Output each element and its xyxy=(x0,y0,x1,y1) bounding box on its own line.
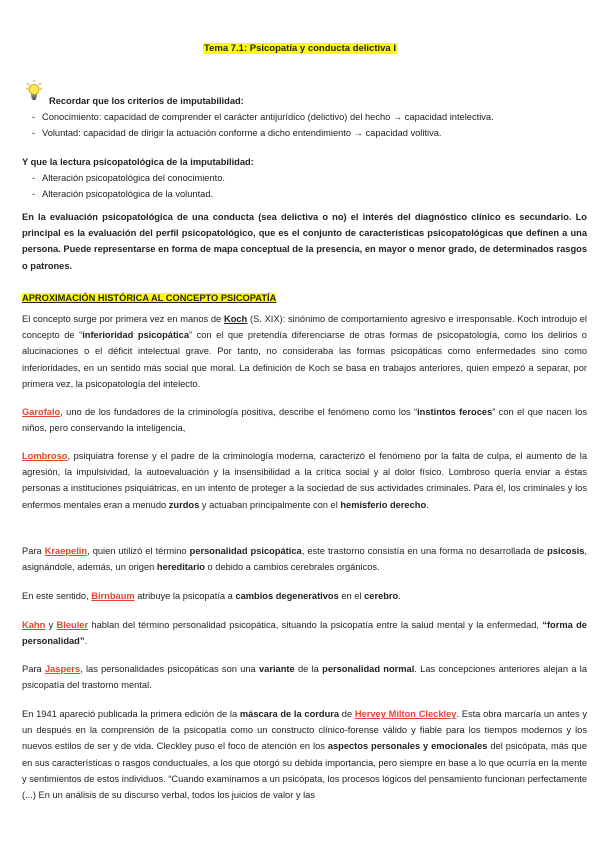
paragraph-kahn-bleuler: Kahn y Bleuler hablan del término personalidad psicopática, situando la psicopatía entre la salud mental y la enfermedad, “forma de personalidad”. xyxy=(22,620,587,647)
paragraph-koch: El concepto surge por primera vez en manos de Koch (S. XIX): sinónimo de comportamiento agresivo e irresponsable. Koch introdujo el concepto de “inferioridad psicopática” con el que pretendía diferenciarse de otras formas de psicopatología, como los delirios o alucinaciones o el déficit intelectual grave. Por tanto, no consideraba las formas psicopáticas como enfermedades sino como inferioridades, en un sentido más social que moral. La definición de Koch se basa en trabajos anteriores, quien empezó a separar, por primera vez, la psicopatología del intelecto. xyxy=(22,314,587,389)
name-kahn: Kahn xyxy=(22,620,46,630)
name-koch: Koch xyxy=(223,314,248,324)
recordar-heading: Recordar que los criterios de imputabilidad: xyxy=(49,96,244,106)
lectura-section xyxy=(22,154,587,203)
name-bleuler: Bleuler xyxy=(56,620,89,630)
intro-paragraph: En la evaluación psicopatológica de una conducta (sea delictiva o no) el interés del diagnóstico clínico es secundario. Lo principal es la evaluación del perfil psicopatológico, que es el conjunto de características psicopatológicas que definen a una persona. Puede representarse en forma de mapa conceptual de la presencia, en mayor o menor grado, de determinados rasgos o patrones. xyxy=(22,212,587,271)
name-kraepelin: Kraepelin xyxy=(44,546,88,556)
name-lombroso: Lombroso xyxy=(22,451,68,461)
paragraph-cleckley: En 1941 apareció publicada la primera edición de la máscara de la cordura de Hervey Milton Cleckley. Esta obra marcaría un antes y un después en la comprensión de la psicopatía como un constructo clínico-forense válido y fiable para los tiempos modernos y los nuevos estilos de ser y de vida. Cleckley puso el foco de atención en los aspectos personales y emocionales del psicópata, más que en sus características o rasgos conductuales, a los que otorgó su debida importancia, pero siempre en base a lo que ocurría en la mente y sentimientos de estos individuos. “Cuando examinamos a un psicópata, los procesos lógicos del pensamiento funcionan perfectamente (...) En un análisis de su discurso verbal, todos los juicios de valor y las xyxy=(22,709,588,801)
list-item: - Conocimiento: capacidad de comprender el carácter antijurídico (delictivo) del hecho → capacidad intelectiva. xyxy=(32,112,494,123)
paragraph-birnbaum: En este sentido, Birnbaum atribuye la psicopatía a cambios degenerativos en el cerebro. xyxy=(22,591,401,601)
paragraph-jaspers: Para Jaspers, las personalidades psicopáticas son una variante de la personalidad normal. Las concepciones anteriores alejan a la psicopatía del trastorno mental. xyxy=(22,664,588,691)
list-item: - Alteración psicopatológica del conocimiento. xyxy=(32,173,225,184)
list-item: - Alteración psicopatológica de la voluntad. xyxy=(32,189,214,200)
page-title: Tema 7.1: Psicopatía y conducta delictiva I xyxy=(203,43,396,54)
paragraph-lombroso: Lombroso, psiquiatra forense y el padre de la criminología moderna, caracterizó el fenómeno por la falta de culpa, el aumento de la agresión, la impulsividad, la autoevaluación y la insensibilidad a la crítica social y al dolor físico. Lombroso quería enviar a éstas personas a instituciones psiquiátricas, en un intento de proteger a la sociedad de sus actividades criminales. Para él, los criminales y los enfermos mentales eran a menudo zurdos y actuaban principalmente con el hemisferio derecho. xyxy=(22,451,587,510)
paragraph-garofalo: Garofalo, uno de los fundadores de la criminología positiva, describe el fenómeno como los “instintos feroces” con el que nacen los niños, pero conservando la inteligencia, xyxy=(22,407,587,434)
name-garofalo: Garofalo xyxy=(22,407,61,417)
lectura-heading: Y que la lectura psicopatológica de la imputabilidad: xyxy=(22,157,254,167)
paragraph-kraepelin: Para Kraepelin, quien utilizó el término personalidad psicopática, este trastorno consistía en una forma no desarrollada de psicosis, asignándole, además, un origen hereditario o debido a cambios cerebrales orgánicos. xyxy=(22,546,587,573)
name-birnbaum: Birnbaum xyxy=(91,591,135,601)
recordar-section xyxy=(22,93,587,142)
section-heading: APROXIMACIÓN HISTÓRICA AL CONCEPTO PSICOPATÍA xyxy=(22,293,277,303)
name-cleckley: Hervey Milton Cleckley xyxy=(354,709,457,719)
name-jaspers: Jaspers xyxy=(44,664,81,674)
list-item: - Voluntad: capacidad de dirigir la actuación conforme a dicho entendimiento → capacidad volitiva. xyxy=(32,128,442,139)
